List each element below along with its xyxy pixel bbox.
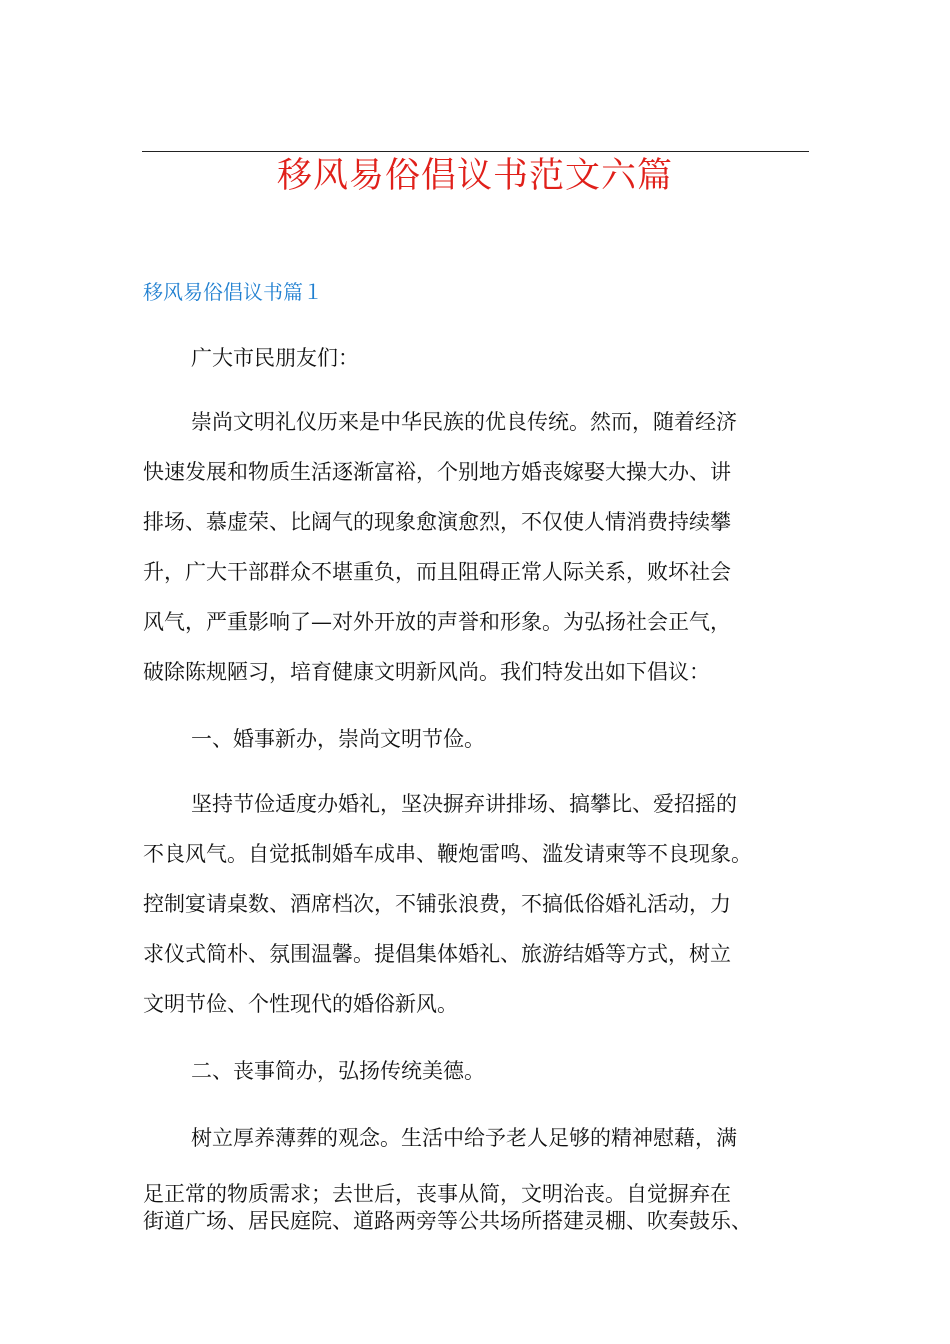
- paragraph-line: 求仪式简朴、氛围温馨。提倡集体婚礼、旅游结婚等方式，树立: [143, 942, 731, 966]
- paragraph-line: 崇尚文明礼仪历来是中华民族的优良传统。然而，随着经济: [191, 410, 737, 434]
- paragraph-line: 文明节俭、个性现代的婚俗新风。: [143, 992, 458, 1016]
- paragraph-line: 排场、慕虚荣、比阔气的现象愈演愈烈，不仅使人情消费持续攀: [143, 510, 731, 534]
- section-heading: 移风易俗倡议书篇１: [143, 280, 323, 304]
- document-title: 移风易俗倡议书范文六篇: [276, 156, 673, 196]
- paragraph-line: 不良风气。自觉抵制婚车成串、鞭炮雷鸣、滥发请柬等不良现象。: [143, 842, 752, 866]
- paragraph-line: 坚持节俭适度办婚礼，坚决摒弃讲排场、搞攀比、爱招摇的: [191, 792, 737, 816]
- subheading-line: 二、丧事简办，弘扬传统美德。: [191, 1059, 485, 1083]
- paragraph-line: 风气，严重影响了—对外开放的声誉和形象。为弘扬社会正气，: [143, 610, 731, 634]
- paragraph-line: 升，广大干部群众不堪重负，而且阻碍正常人际关系，败坏社会: [143, 560, 731, 584]
- paragraph-line: 树立厚养薄葬的观念。生活中给予老人足够的精神慰藉，满: [191, 1126, 737, 1150]
- salutation-line: 广大市民朋友们：: [191, 346, 359, 370]
- subheading-line: 一、婚事新办，崇尚文明节俭。: [191, 727, 485, 751]
- paragraph-line: 街道广场、居民庭院、道路两旁等公共场所搭建灵棚、吹奏鼓乐、: [143, 1209, 752, 1233]
- paragraph-line: 快速发展和物质生活逐渐富裕，个别地方婚丧嫁娶大操大办、讲: [143, 460, 731, 484]
- paragraph-line: 控制宴请桌数、酒席档次，不铺张浪费，不搞低俗婚礼活动，力: [143, 892, 731, 916]
- paragraph-line: 足正常的物质需求；去世后，丧事从简，文明治丧。自觉摒弃在: [143, 1182, 731, 1206]
- paragraph-line: 破除陈规陋习，培育健康文明新风尚。我们特发出如下倡议：: [143, 660, 710, 684]
